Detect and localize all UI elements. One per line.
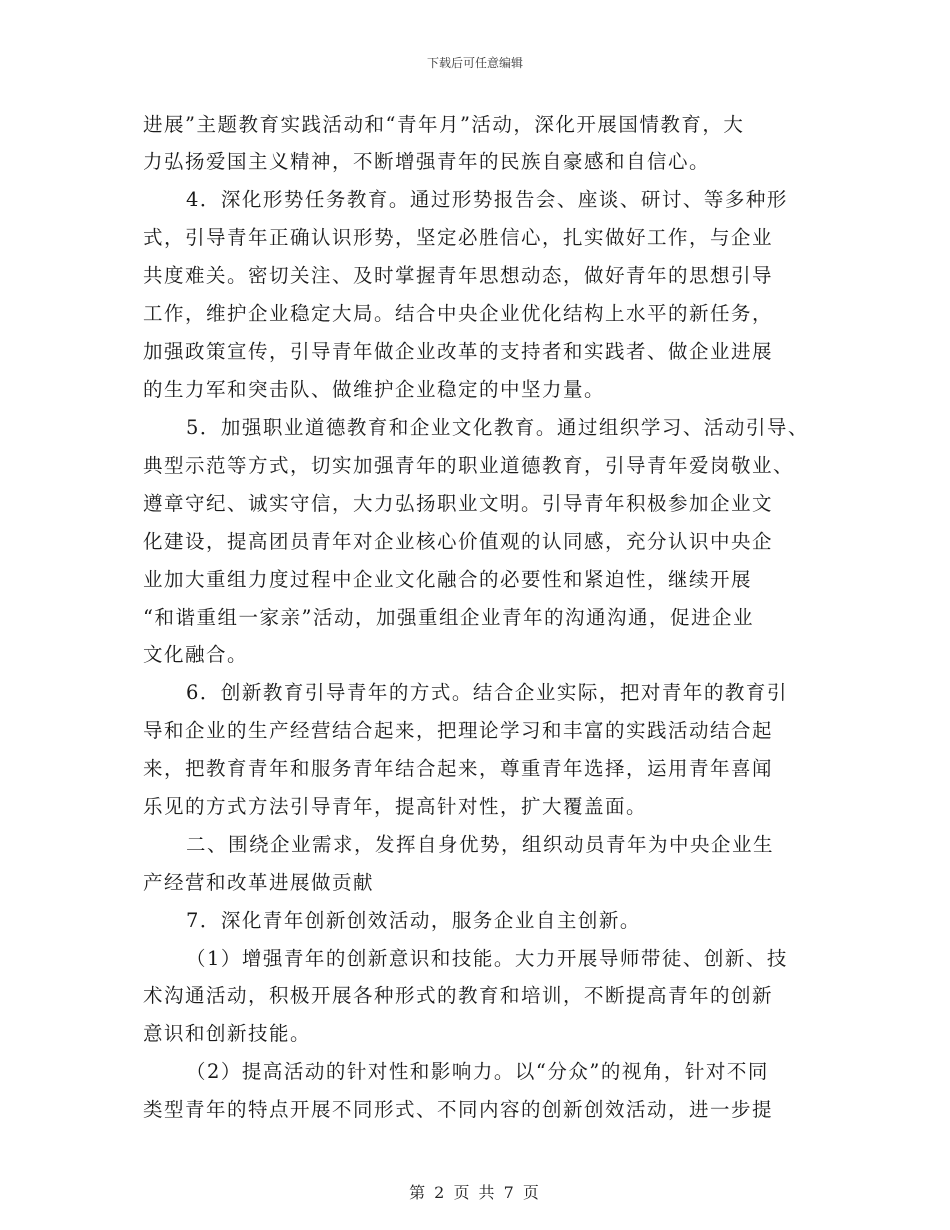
body-line: 乐见的方式方法引导青年，提高针对性，扩大覆盖面。 [143,795,648,818]
body-line: 力弘扬爱国主义精神，不断增强青年的民族自豪感和自信心。 [143,150,711,173]
body-line: （2）提高活动的针对性和影响力。以“分众”的视角，针对不同 [186,1060,769,1083]
body-line: 7．深化青年创新创效活动，服务企业自主创新。 [186,909,641,932]
page-footer [0,1180,950,1203]
body-line: 共度难关。密切关注、及时掌握青年思想动态，做好青年的思想引导 [143,264,774,287]
body-line: 4．深化形势任务教育。通过形势报告会、座谈、研讨、等多种形 [186,188,788,211]
body-line: 遵章守纪、诚实守信，大力弘扬职业文明。引导青年积极参加企业文 [143,492,774,515]
body-line: 加强政策宣传，引导青年做企业改革的支持者和实践者、做企业进展 [143,340,774,363]
body-line: 的生力军和突击队、做维护企业稳定的中坚力量。 [143,378,606,401]
footer-middle: 页 共 [453,1183,497,1202]
body-line: 进展”主题教育实践活动和“青年月”活动，深化开展国情教育，大 [143,113,745,136]
page-header: 下载后可任意编辑 [426,56,523,70]
body-line: 化建设，提高团员青年对企业核心价值观的认同感，充分认识中央企 [143,530,774,553]
body-line: 典型示范等方式，切实加强青年的职业道德教育，引导青年爱岗敬业、 [143,454,795,477]
body-line: 文化融合。 [143,643,249,666]
body-line: 意识和创新技能。 [143,1022,312,1045]
body-line: 来，把教育青年和服务青年结合起来，尊重青年选择，运用青年喜闻 [143,757,774,780]
body-line: “和谐重组一家亲”活动，加强重组企业青年的沟通沟通，促进企业 [143,606,754,629]
body-line: 类型青年的特点开展不同形式、不同内容的创新创效活动，进一步提 [143,1098,774,1121]
body-line: 工作，维护企业稳定大局。结合中央企业优化结构上水平的新任务， [143,302,774,325]
body-line: 6．创新教育引导青年的方式。结合企业实际，把对青年的教育引 [186,681,788,704]
body-line: 业加大重组力度过程中企业文化融合的必要性和紧迫性，继续开展 [143,568,753,591]
total-pages-number: 7 [503,1183,516,1202]
body-line: （1）增强青年的创新意识和技能。大力开展导师带徒、创新、技 [186,947,788,970]
current-page-number: 2 [434,1183,447,1202]
body-line: 5．加强职业道德教育和企业文化教育。通过组织学习、活动引导、 [186,416,809,439]
footer-suffix: 页 [522,1183,541,1202]
section-heading: 二、围绕企业需求，发挥自身优势，组织动员青年为中央企业生 [186,833,775,856]
footer-prefix: 第 [409,1183,428,1202]
body-line: 术沟通活动，积极开展各种形式的教育和培训，不断提高青年的创新 [143,984,774,1007]
body-line: 导和企业的生产经营结合起来，把理论学习和丰富的实践活动结合起 [143,719,774,742]
section-heading: 产经营和改革进展做贡献 [143,871,375,894]
body-line: 式，引导青年正确认识形势，坚定必胜信心，扎实做好工作，与企业 [143,226,774,249]
